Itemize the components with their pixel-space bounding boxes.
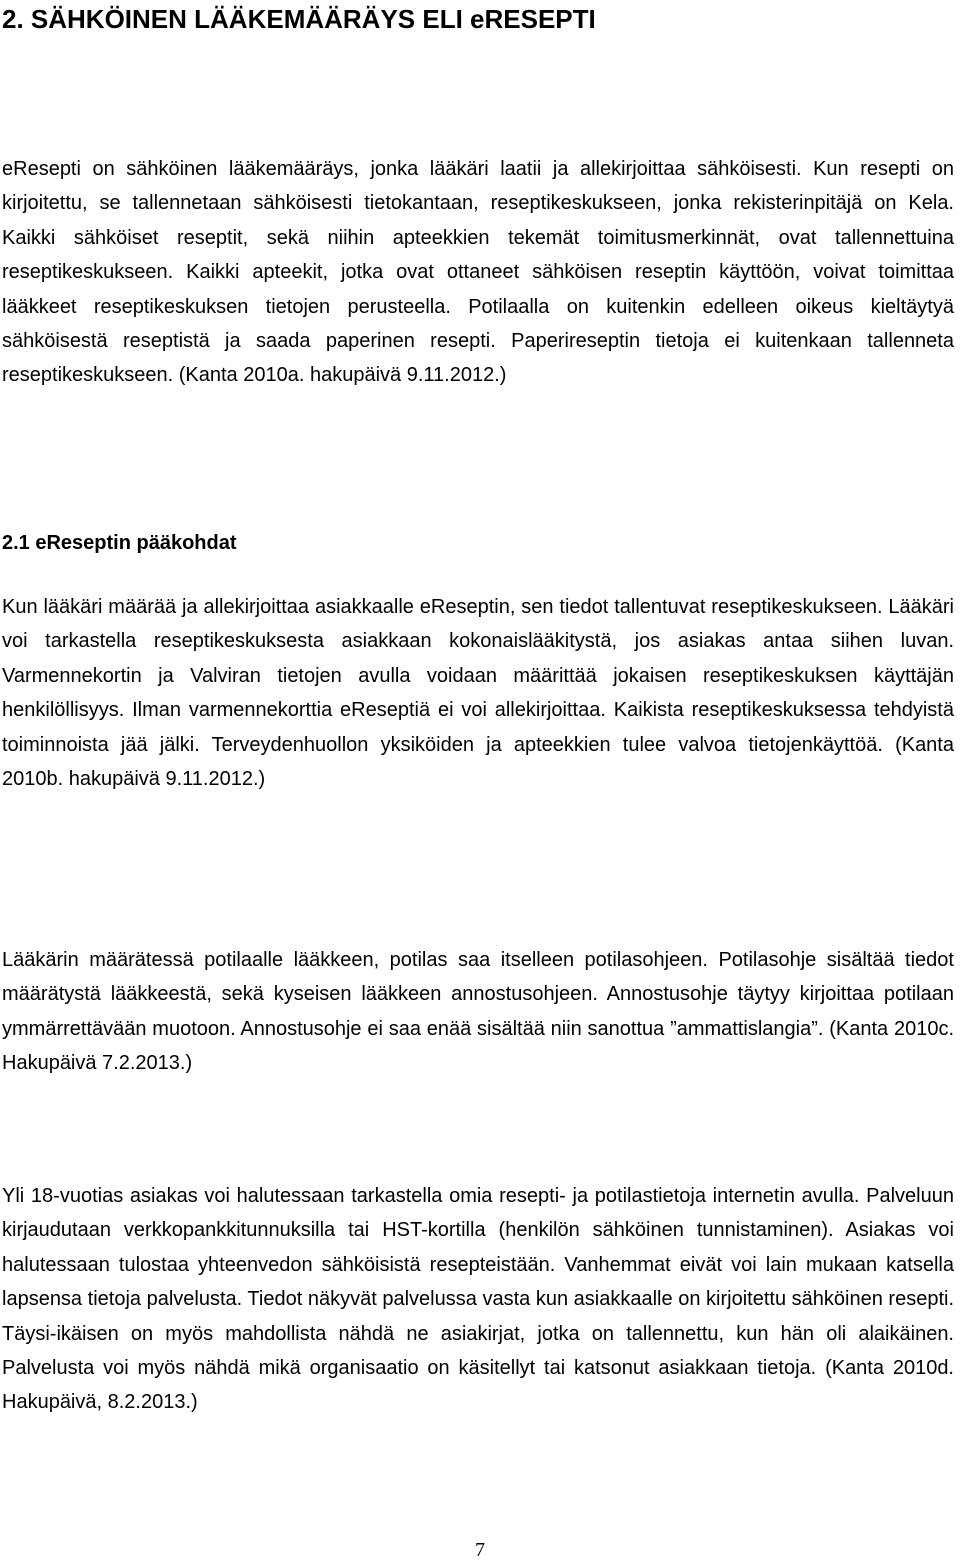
section-heading: 2.1 eReseptin pääkohdat <box>2 532 237 554</box>
chapter-heading: 2. SÄHKÖINEN LÄÄKEMÄÄRÄYS ELI eRESEPTI <box>2 4 596 34</box>
paragraph-patient-instructions: Lääkärin määrätessä potilaalle lääkkeen, potilas saa itselleen potilasohjeen. Potilasohje sisältää tiedot määrätystä lääkkeestä, sekä kyseisen lääkkeen annostusohjeen. Annostusohje täytyy kirjoittaa potilaan ymmärrettävään muotoon. Annostusohje ei saa enää sisältää niin sanottua ”ammattislangia”. (Kanta 2010c. Hakupäivä 7.2.2013.) <box>2 949 954 1075</box>
paragraph-main-points: Kun lääkäri määrää ja allekirjoittaa asiakkaalle eReseptin, sen tiedot tallentuvat reseptikeskukseen. Lääkäri voi tarkastella reseptikeskuksesta asiakkaan kokonaislääkitystä, jos asiakas antaa siihen luvan. Varmennekortin ja Valviran tietojen avulla voidaan määrittää jokaisen reseptikeskuksen käyttäjän henkilöllisyys. Ilman varmennekorttia eReseptiä ei voi allekirjoittaa. Kaikista reseptikeskuksessa tehdyistä toiminnoista jää jälki. Terveydenhuollon yksiköiden ja apteekkien tulee valvoa tietojenkäyttöä. (Kanta 2010b. hakupäivä 9.11.2012.) <box>2 596 954 791</box>
page-number: 7 <box>475 1539 485 1561</box>
paragraph-intro: eResepti on sähköinen lääkemääräys, jonka lääkäri laatii ja allekirjoittaa sähköisesti. Kun resepti on kirjoitettu, se tallennetaan sähköisesti tietokantaan, reseptikeskukseen, jonka rekisterinpitäjä on Kela. Kaikki sähköiset reseptit, sekä niihin apteekkien tekemät toimitusmerkinnät, ovat tallennettuina reseptikeskukseen. Kaikki apteekit, jotka ovat ottaneet sähköisen reseptin käyttöön, voivat toimittaa lääkkeet reseptikeskuksen tietojen perusteella. Potilaalla on kuitenkin edelleen oikeus kieltäytyä sähköisestä reseptistä ja saada paperinen resepti. Paperireseptin tietoja ei kuitenkaan tallenneta reseptikeskukseen. (Kanta 2010a. hakupäivä 9.11.2012.) <box>2 158 954 387</box>
paragraph-online-access: Yli 18-vuotias asiakas voi halutessaan tarkastella omia resepti- ja potilastietoja internetin avulla. Palveluun kirjaudutaan verkkopankkitunnuksilla tai HST-kortilla (henkilön sähköinen tunnistaminen). Asiakas voi halutessaan tulostaa yhteenvedon sähköisistä resepteistään. Vanhemmat eivät voi lain mukaan katsella lapsensa tietoja palvelusta. Tiedot näkyvät palvelussa vasta kun asiakkaalle on kirjoitettu sähköinen resepti. Täysi-ikäisen on myös mahdollista nähdä ne asiakirjat, jotka on tallennettu, kun hän oli alaikäinen. Palvelusta voi myös nähdä mikä organisaatio on käsitellyt tai katsonut asiakkaan tietoja. (Kanta 2010d. Hakupäivä, 8.2.2013.) <box>2 1185 954 1414</box>
